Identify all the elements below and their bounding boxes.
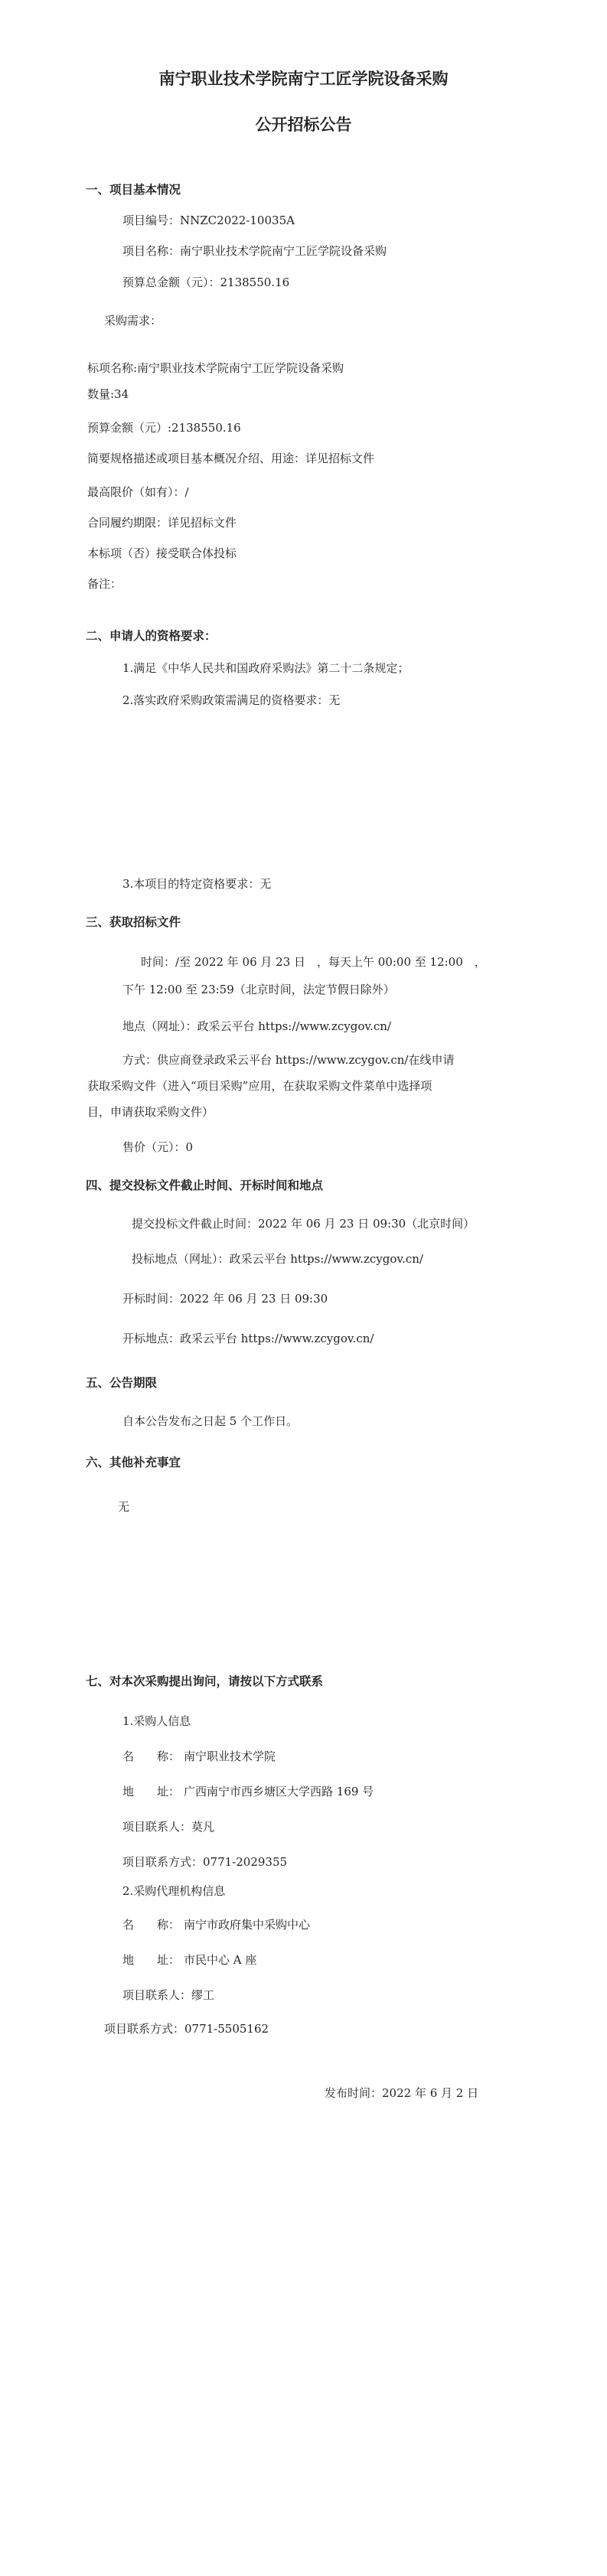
qualification-item-1: 1.满足《中华人民共和国政府采购法》第二十二条规定； xyxy=(122,661,410,675)
project-name: 项目名称：南宁职业技术学院南宁工匠学院设备采购 xyxy=(122,244,387,258)
consortium-note: 本标项（否）接受联合体投标 xyxy=(87,546,237,560)
agency-name: 南宁市政府集中采购中心 xyxy=(184,1918,311,1932)
acquire-method-line3: 目，申请获取采购文件） xyxy=(87,1105,214,1119)
lot-budget: 预算金额（元）:2138550.16 xyxy=(87,421,241,435)
agency-contact: 项目联系人：缪工 xyxy=(122,1988,215,2002)
total-budget: 预算总金额（元）：2138550.16 xyxy=(122,276,290,289)
buyer-address-label: 地 址： xyxy=(122,1785,181,1798)
acquire-place: 地点（网址）：政采云平台 https://www.zcygov.cn/ xyxy=(122,1019,391,1033)
contract-period: 合同履约期限：详见招标文件 xyxy=(87,516,237,530)
document-price: 售价（元）：0 xyxy=(122,1140,194,1154)
section7-heading: 七、对本次采购提出询问，请按以下方式联系 xyxy=(86,1674,324,1688)
doc-subtitle: 公开招标公告 xyxy=(255,116,352,134)
bid-place: 投标地点（网址）：政采云平台 https://www.zcygov.cn/ xyxy=(132,1252,423,1266)
section6-heading: 六、其他补充事宜 xyxy=(86,1456,181,1469)
agency-info-title: 2.采购代理机构信息 xyxy=(122,1884,226,1898)
qualification-item-2: 2.落实政府采购政策需满足的资格要求：无 xyxy=(122,693,341,707)
agency-address-label: 地 址： xyxy=(122,1953,181,1967)
bid-deadline: 提交投标文件截止时间：2022 年 06 月 23 日 09:30（北京时间） xyxy=(132,1217,475,1231)
acquire-time-line2: 下午 12:00 至 23:59（北京时间，法定节假日除外） xyxy=(122,983,395,996)
opening-time: 开标时间：2022 年 06 月 23 日 09:30 xyxy=(122,1292,328,1306)
lot-quantity: 数量:34 xyxy=(87,387,129,401)
acquire-method-line1: 方式：供应商登录政采云平台 https://www.zcygov.cn/在线申请 xyxy=(122,1053,455,1067)
agency-name-label: 名 称： xyxy=(122,1918,181,1932)
agency-phone: 项目联系方式：0771-5505162 xyxy=(104,2022,269,2036)
section4-heading: 四、提交投标文件截止时间、开标时间和地点 xyxy=(86,1179,324,1192)
opening-place: 开标地点：政采云平台 https://www.zcygov.cn/ xyxy=(122,1332,374,1345)
max-price: 最高限价（如有）：/ xyxy=(87,485,189,499)
qualification-item-3: 3.本项目的特定资格要求：无 xyxy=(122,877,272,891)
remarks: 备注： xyxy=(87,577,122,591)
buyer-name-label: 名 称： xyxy=(122,1749,181,1763)
doc-title: 南宁职业技术学院南宁工匠学院设备采购 xyxy=(158,70,449,88)
other-matters: 无 xyxy=(118,1500,130,1514)
buyer-contact: 项目联系人：莫凡 xyxy=(122,1820,215,1834)
buyer-phone: 项目联系方式：0771-2029355 xyxy=(122,1855,288,1869)
buyer-address: 广西南宁市西乡塘区大学西路 169 号 xyxy=(184,1785,374,1798)
lot-name: 标项名称:南宁职业技术学院南宁工匠学院设备采购 xyxy=(87,361,344,375)
acquire-time-line1: 时间：/至 2022 年 06 月 23 日 ，每天上午 00:00 至 12:00 ， xyxy=(141,955,486,969)
requirement-label: 采购需求： xyxy=(104,314,162,328)
section3-heading: 三、获取招标文件 xyxy=(86,915,181,929)
project-number: 项目编号：NNZC2022-10035A xyxy=(122,214,295,227)
section1-heading: 一、项目基本情况 xyxy=(86,183,181,197)
section5-heading: 五、公告期限 xyxy=(86,1376,158,1390)
buyer-info-title: 1.采购人信息 xyxy=(122,1714,191,1728)
agency-address: 市民中心 A 座 xyxy=(184,1953,257,1967)
publish-date: 发布时间：2022 年 6 月 2 日 xyxy=(325,2086,479,2100)
section2-heading: 二、申请人的资格要求： xyxy=(86,629,217,643)
lot-spec: 简要规格描述或项目基本概况介绍、用途：详见招标文件 xyxy=(87,452,375,465)
acquire-method-line2: 获取采购文件（进入“项目采购”应用，在获取采购文件菜单中选择项 xyxy=(87,1079,432,1093)
announcement-period: 自本公告发布之日起 5 个工作日。 xyxy=(122,1414,299,1428)
buyer-name: 南宁职业技术学院 xyxy=(184,1749,276,1763)
